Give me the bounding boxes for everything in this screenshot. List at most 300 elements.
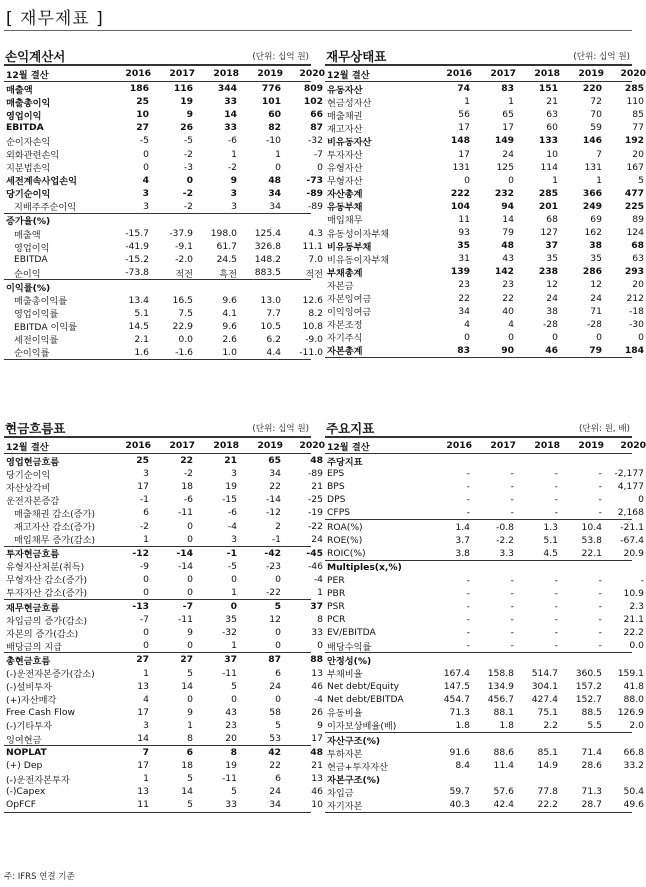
section-title: 재무상태표 bbox=[326, 49, 387, 64]
cell-value: 4 bbox=[143, 693, 149, 705]
row-label: 유동비율 bbox=[327, 708, 363, 720]
cell-value: - bbox=[554, 468, 558, 480]
cell-value: -18 bbox=[628, 305, 644, 317]
cell-value: -11.0 bbox=[299, 346, 323, 358]
row-label: 자산구조(%) bbox=[327, 735, 381, 747]
cell-value: 69 bbox=[590, 213, 602, 225]
row-label: 자본의 증가(감소) bbox=[6, 628, 79, 640]
cell-value: 1.3 bbox=[543, 521, 558, 533]
row-label: CFPS bbox=[327, 507, 351, 519]
cell-value: 46 bbox=[311, 786, 323, 798]
cell-value: 0 bbox=[464, 174, 470, 186]
row-label: 현금+투자자산 bbox=[327, 761, 388, 773]
cell-value: 1 bbox=[596, 174, 602, 186]
cell-value: 33 bbox=[225, 799, 237, 811]
header-year: 2018 bbox=[534, 68, 560, 79]
cell-value: 24 bbox=[502, 148, 514, 160]
cell-value: 3.7 bbox=[455, 534, 470, 546]
table-row bbox=[325, 667, 644, 681]
cell-value: - bbox=[640, 574, 644, 586]
cell-value: -42 bbox=[264, 547, 281, 559]
cell-value: -67.4 bbox=[620, 534, 644, 546]
cell-value: 34 bbox=[269, 468, 281, 480]
table-row bbox=[4, 493, 323, 507]
cell-value: -32 bbox=[221, 627, 237, 639]
header-year: 2018 bbox=[213, 68, 239, 79]
cell-value: - bbox=[598, 507, 602, 519]
cell-value: 1.0 bbox=[222, 346, 237, 358]
cell-value: -10 bbox=[265, 135, 281, 147]
cell-value: - bbox=[510, 468, 514, 480]
row-label: 자산상각비 bbox=[6, 482, 51, 494]
cell-value: 1 bbox=[275, 148, 281, 160]
cell-value: 366 bbox=[582, 187, 602, 199]
row-label: 비유동부채 bbox=[327, 241, 372, 253]
row-label: PSR bbox=[327, 601, 345, 613]
row-label: BPS bbox=[327, 481, 345, 493]
cell-value: 88 bbox=[310, 654, 323, 666]
table-row bbox=[4, 161, 323, 175]
cell-value: -22 bbox=[307, 520, 323, 532]
table-row bbox=[325, 560, 632, 574]
cell-value: -2.0 bbox=[175, 254, 193, 266]
cell-value: 1 bbox=[187, 719, 193, 731]
cell-value: -19 bbox=[307, 507, 323, 519]
cell-value: 1 bbox=[143, 667, 149, 679]
cell-value: 34 bbox=[458, 305, 470, 317]
row-label: 투자자산 감소(증가) bbox=[6, 588, 88, 600]
cell-value: 20 bbox=[225, 733, 237, 745]
cell-value: 60 bbox=[546, 122, 558, 134]
cell-value: 5 bbox=[231, 786, 237, 798]
row-label: NOPLAT bbox=[6, 747, 47, 759]
cell-value: 33 bbox=[311, 627, 323, 639]
cell-value: 82 bbox=[268, 122, 281, 134]
cell-value: - bbox=[598, 601, 602, 613]
cell-value: 167.4 bbox=[443, 667, 470, 679]
cell-value: 809 bbox=[303, 83, 323, 95]
cell-value: 88.5 bbox=[581, 706, 602, 718]
row-label: 매출총이익률 bbox=[14, 296, 68, 308]
table-row bbox=[325, 732, 632, 746]
cell-value: 1 bbox=[143, 533, 149, 545]
cell-value: 49.6 bbox=[623, 799, 644, 811]
table-row bbox=[325, 108, 644, 122]
cell-value: -1 bbox=[271, 533, 281, 545]
row-label: 유동성이자부채 bbox=[327, 228, 390, 240]
unit-label: (단위: 원, 배) bbox=[578, 424, 630, 434]
cell-value: 21.1 bbox=[623, 614, 644, 626]
cell-value: 0 bbox=[143, 161, 149, 173]
table-row bbox=[4, 785, 323, 798]
cell-value: -28 bbox=[586, 318, 602, 330]
cell-value: 157.2 bbox=[575, 680, 602, 692]
cell-value: 10.9 bbox=[623, 587, 644, 599]
cell-value: 6 bbox=[275, 773, 281, 785]
cell-value: 2.0 bbox=[629, 719, 644, 731]
cell-value: -14 bbox=[176, 547, 193, 559]
cell-value: 1 bbox=[231, 586, 237, 598]
cell-value: 4.4 bbox=[266, 346, 281, 358]
cell-value: 126.9 bbox=[617, 706, 644, 718]
cell-value: 16.5 bbox=[172, 294, 193, 306]
cell-value: 0 bbox=[231, 573, 237, 585]
table-row bbox=[4, 480, 323, 494]
cell-value: -89 bbox=[307, 468, 323, 480]
cell-value: 232 bbox=[494, 187, 514, 199]
row-label: 당기순이익 bbox=[6, 469, 51, 481]
cell-value: -4 bbox=[313, 693, 323, 705]
row-label: 자본구조(%) bbox=[327, 774, 381, 786]
cell-value: -12 bbox=[132, 547, 149, 559]
cell-value: 5 bbox=[275, 719, 281, 731]
row-label: (-)Capex bbox=[6, 786, 46, 798]
cell-value: 0 bbox=[186, 174, 193, 186]
section-title: 손익계산서 bbox=[5, 49, 66, 64]
table-row bbox=[325, 134, 644, 148]
cell-value: -7 bbox=[139, 614, 149, 626]
table-row bbox=[4, 706, 323, 719]
cell-value: 477 bbox=[624, 187, 644, 199]
cell-value: 883.5 bbox=[254, 267, 281, 279]
header-year: 2016 bbox=[446, 68, 472, 79]
cell-value: 147.5 bbox=[443, 680, 470, 692]
cell-value: 65 bbox=[268, 455, 281, 467]
header-year: 2020 bbox=[299, 68, 325, 79]
section-heading bbox=[325, 418, 632, 436]
cell-value: 40 bbox=[502, 305, 514, 317]
row-label: 매출액 bbox=[14, 229, 41, 241]
cell-value: - bbox=[510, 640, 514, 652]
row-label: (+) Dep bbox=[6, 760, 43, 772]
cell-value: - bbox=[554, 507, 558, 519]
row-label: 영업이익률 bbox=[14, 309, 59, 321]
cell-value: 14 bbox=[137, 733, 149, 745]
row-label: Net debt/Equity bbox=[327, 680, 400, 692]
cell-value: - bbox=[466, 481, 470, 493]
unit-label: (단위: 십억 원) bbox=[252, 52, 309, 62]
row-label: 이익률(%) bbox=[6, 282, 51, 294]
cell-value: 5 bbox=[638, 174, 644, 186]
header-year: 2019 bbox=[578, 440, 604, 451]
row-label: 유동자산 bbox=[327, 84, 363, 96]
cell-value: 0 bbox=[317, 161, 323, 173]
row-label: 무형자산 bbox=[327, 176, 363, 188]
cell-value: 21 bbox=[311, 481, 323, 493]
table-row bbox=[325, 493, 644, 506]
cell-value: 0 bbox=[508, 174, 514, 186]
cell-value: 59 bbox=[590, 122, 602, 134]
header-year: 2017 bbox=[169, 440, 195, 451]
table-bottom-rule bbox=[4, 812, 311, 813]
cell-value: 13.0 bbox=[260, 294, 281, 306]
header-year: 2017 bbox=[490, 440, 516, 451]
cell-value: 10.5 bbox=[260, 320, 281, 332]
row-label: (+)자산매각 bbox=[6, 695, 57, 707]
cell-value: 19 bbox=[225, 481, 237, 493]
cell-value: 71.3 bbox=[581, 786, 602, 798]
cell-value: 13 bbox=[137, 680, 149, 692]
cell-value: -4 bbox=[227, 520, 237, 532]
cell-value: 90 bbox=[501, 344, 514, 356]
row-label: 비유동이자부채 bbox=[327, 254, 390, 266]
cell-value: 66.8 bbox=[623, 747, 644, 759]
row-label: 지분법손익 bbox=[6, 163, 51, 175]
cell-value: 1 bbox=[464, 96, 470, 108]
cell-value: 7 bbox=[596, 148, 602, 160]
table-row bbox=[4, 346, 323, 360]
cell-value: 31 bbox=[458, 253, 470, 265]
cell-value: 8.2 bbox=[308, 307, 323, 319]
cell-value: 0 bbox=[552, 331, 558, 343]
cell-value: 454.7 bbox=[443, 693, 470, 705]
cell-value: 68 bbox=[546, 213, 558, 225]
cell-value: 2 bbox=[275, 520, 281, 532]
cell-value: 0 bbox=[638, 331, 644, 343]
cell-value: 22 bbox=[458, 292, 470, 304]
cell-value: - bbox=[554, 574, 558, 586]
cell-value: 3.8 bbox=[455, 547, 470, 559]
table-row bbox=[4, 506, 323, 520]
cell-value: 225 bbox=[624, 200, 644, 212]
table-row bbox=[325, 95, 644, 109]
cell-value: 48 bbox=[268, 174, 281, 186]
table-row bbox=[325, 121, 644, 135]
cell-value: 22 bbox=[269, 481, 281, 493]
cell-value: - bbox=[554, 614, 558, 626]
table-row bbox=[4, 626, 323, 640]
table-row bbox=[325, 746, 644, 760]
table-header-row bbox=[325, 436, 646, 454]
section-title: 주요지표 bbox=[326, 421, 375, 436]
table-row bbox=[4, 108, 323, 122]
balance-sheet-section bbox=[325, 46, 646, 358]
row-label: (-)운전자본투자 bbox=[6, 774, 70, 786]
table-row bbox=[4, 174, 323, 188]
table-row bbox=[325, 331, 644, 345]
cell-value: 35 bbox=[546, 253, 558, 265]
cell-value: 148.2 bbox=[254, 254, 281, 266]
cell-value: 131 bbox=[584, 161, 602, 173]
row-label: 영업이익 bbox=[6, 110, 42, 122]
cell-value: 222 bbox=[450, 187, 470, 199]
cell-value: 66 bbox=[310, 109, 323, 121]
table-row bbox=[4, 266, 323, 280]
cell-value: 13.4 bbox=[128, 294, 149, 306]
cell-value: 9 bbox=[186, 109, 193, 121]
cell-value: -1 bbox=[226, 547, 237, 559]
cell-value: 9 bbox=[317, 719, 323, 731]
cell-value: 0 bbox=[596, 331, 602, 343]
cell-value: 104 bbox=[450, 200, 470, 212]
table-row bbox=[325, 547, 644, 560]
cell-value: 285 bbox=[538, 187, 558, 199]
cell-value: -2.2 bbox=[496, 534, 514, 546]
cell-value: - bbox=[466, 494, 470, 506]
cell-value: 71.4 bbox=[581, 747, 602, 759]
table-row bbox=[325, 278, 644, 292]
cell-value: 12.6 bbox=[302, 294, 323, 306]
cell-value: 42 bbox=[268, 747, 281, 759]
table-row bbox=[325, 480, 644, 493]
cell-value: -15.2 bbox=[125, 254, 149, 266]
cell-value: 24.5 bbox=[216, 254, 237, 266]
cell-value: -2 bbox=[182, 187, 193, 199]
cell-value: 6.2 bbox=[266, 333, 281, 345]
cell-value: 83 bbox=[501, 83, 514, 95]
cell-value: -6 bbox=[183, 494, 193, 506]
header-year: 2016 bbox=[125, 68, 151, 79]
cell-value: -28 bbox=[542, 318, 558, 330]
cell-value: 17 bbox=[458, 148, 470, 160]
cell-value: 360.5 bbox=[575, 667, 602, 679]
cell-value: 4 bbox=[464, 318, 470, 330]
cell-value: 77 bbox=[632, 122, 644, 134]
cell-value: - bbox=[466, 574, 470, 586]
cell-value: - bbox=[554, 640, 558, 652]
cell-value: 17 bbox=[137, 760, 149, 772]
cell-value: 0 bbox=[187, 573, 193, 585]
row-label: 차입금의 증가(감소) bbox=[6, 615, 88, 627]
table-row bbox=[4, 613, 323, 627]
table-row bbox=[4, 693, 323, 707]
cell-value: 5 bbox=[274, 601, 281, 613]
cell-value: 1.8 bbox=[455, 719, 470, 731]
table-row bbox=[4, 95, 323, 109]
cell-value: 0 bbox=[143, 640, 149, 652]
cell-value: -21.1 bbox=[620, 521, 644, 533]
table-header-row bbox=[4, 64, 325, 82]
cell-value: - bbox=[554, 627, 558, 639]
row-label: 투자자산 bbox=[327, 150, 363, 162]
cell-value: 0 bbox=[464, 331, 470, 343]
cell-value: 3 bbox=[143, 200, 149, 212]
row-label: PCR bbox=[327, 614, 346, 626]
cell-value: 101 bbox=[261, 96, 281, 108]
table-row bbox=[4, 798, 323, 811]
cell-value: 8 bbox=[230, 747, 237, 759]
cell-value: 68 bbox=[631, 240, 644, 252]
row-label: Free Cash Flow bbox=[6, 706, 75, 718]
row-label: 재고자산 감소(증가) bbox=[14, 522, 96, 534]
cell-value: 9 bbox=[187, 627, 193, 639]
cell-value: 249 bbox=[582, 200, 602, 212]
cell-value: 14 bbox=[181, 786, 193, 798]
cell-value: 14.9 bbox=[537, 760, 558, 772]
cell-value: 184 bbox=[624, 344, 644, 356]
cell-value: 0 bbox=[231, 693, 237, 705]
cell-value: 22.2 bbox=[623, 627, 644, 639]
cell-value: 14 bbox=[181, 680, 193, 692]
cell-value: 0 bbox=[230, 601, 237, 613]
cell-value: 139 bbox=[450, 266, 470, 278]
cell-value: - bbox=[598, 494, 602, 506]
cell-value: -2 bbox=[183, 200, 193, 212]
table-row bbox=[325, 305, 644, 319]
cell-value: 33.2 bbox=[623, 760, 644, 772]
cell-value: 3 bbox=[231, 468, 237, 480]
cell-value: 19 bbox=[225, 760, 237, 772]
row-label: EPS bbox=[327, 468, 345, 480]
cell-value: 27 bbox=[136, 122, 149, 134]
cell-value: 42.4 bbox=[493, 799, 514, 811]
table-row bbox=[325, 519, 644, 533]
row-label: 운전자본증감 bbox=[6, 495, 60, 507]
cell-value: 110 bbox=[626, 96, 644, 108]
cell-value: 8 bbox=[317, 614, 323, 626]
table-row bbox=[4, 200, 323, 214]
table-row bbox=[4, 667, 323, 681]
table-row bbox=[325, 587, 644, 600]
cell-value: 22.9 bbox=[172, 320, 193, 332]
cell-value: - bbox=[598, 587, 602, 599]
row-label: 무형자산 감소(증가) bbox=[6, 575, 88, 587]
table-row bbox=[325, 213, 644, 227]
cell-value: 10.4 bbox=[581, 521, 602, 533]
cell-value: 186 bbox=[129, 83, 149, 95]
cell-value: 24 bbox=[590, 292, 602, 304]
cell-value: 26 bbox=[311, 706, 323, 718]
cell-value: 3.3 bbox=[499, 547, 514, 559]
cell-value: 53.8 bbox=[581, 534, 602, 546]
cell-value: 0 bbox=[143, 627, 149, 639]
cell-value: -11 bbox=[221, 773, 237, 785]
cell-value: - bbox=[510, 614, 514, 626]
title-divider bbox=[4, 30, 632, 31]
cell-value: 1 bbox=[231, 148, 237, 160]
row-label: 순이익 bbox=[14, 268, 41, 280]
table-row bbox=[4, 294, 323, 308]
cell-value: - bbox=[598, 640, 602, 652]
cell-value: 48 bbox=[310, 455, 323, 467]
cell-value: -6 bbox=[227, 135, 237, 147]
cell-value: - bbox=[510, 627, 514, 639]
cell-value: 151 bbox=[538, 83, 558, 95]
cell-value: -22 bbox=[265, 586, 281, 598]
cell-value: 4.3 bbox=[308, 228, 323, 240]
row-label: 재고자산 bbox=[327, 123, 363, 135]
table-row bbox=[4, 745, 323, 759]
cell-value: - bbox=[510, 601, 514, 613]
cell-value: - bbox=[554, 601, 558, 613]
cell-value: 3 bbox=[142, 187, 149, 199]
row-label: ROE(%) bbox=[327, 534, 363, 546]
table-row bbox=[325, 226, 644, 240]
cell-value: 13 bbox=[137, 786, 149, 798]
cell-value: - bbox=[466, 640, 470, 652]
cell-value: 5 bbox=[187, 799, 193, 811]
cell-value: 27 bbox=[180, 654, 193, 666]
header-year: 2019 bbox=[257, 440, 283, 451]
cell-value: 9.6 bbox=[222, 320, 237, 332]
table-row bbox=[4, 253, 323, 266]
cell-value: -2 bbox=[183, 468, 193, 480]
cell-value: 131 bbox=[452, 161, 470, 173]
cell-value: 293 bbox=[624, 266, 644, 278]
cell-value: -5 bbox=[227, 560, 237, 572]
cell-value: 13 bbox=[311, 773, 323, 785]
table-row bbox=[4, 227, 323, 241]
cell-value: 0 bbox=[275, 640, 281, 652]
row-label: PBR bbox=[327, 587, 346, 599]
section-heading bbox=[325, 46, 632, 64]
cell-value: - bbox=[510, 507, 514, 519]
cell-value: 85 bbox=[632, 109, 644, 121]
cell-value: 43 bbox=[225, 706, 237, 718]
table-row bbox=[4, 240, 323, 254]
table-row bbox=[325, 759, 644, 773]
cell-value: 23 bbox=[458, 279, 470, 291]
